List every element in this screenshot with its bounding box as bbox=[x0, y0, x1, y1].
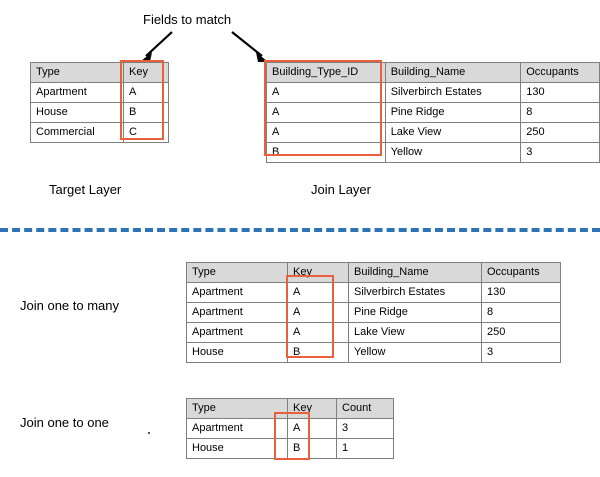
table-row bbox=[31, 123, 169, 143]
table-cell: Apartment bbox=[31, 83, 124, 103]
table-cell: 250 bbox=[521, 123, 600, 143]
table-cell: Commercial bbox=[31, 123, 124, 143]
column-header: Occupants bbox=[482, 263, 561, 283]
table-header-row bbox=[187, 263, 561, 283]
table-cell: Lake View bbox=[349, 323, 482, 343]
table-header-row bbox=[187, 399, 394, 419]
fields-to-match-label: Fields to match bbox=[143, 12, 232, 27]
table-cell: House bbox=[31, 103, 124, 123]
table-cell: B bbox=[288, 439, 337, 459]
table-cell: A bbox=[124, 83, 169, 103]
table-cell: House bbox=[187, 439, 288, 459]
table-cell: 3 bbox=[482, 343, 561, 363]
one-to-one-table-wrap bbox=[186, 398, 394, 459]
table-cell: Apartment bbox=[187, 283, 288, 303]
join-one-to-many-label: Join one to many bbox=[20, 298, 120, 313]
column-header: Building_Type_ID bbox=[267, 63, 386, 83]
column-header: Key bbox=[288, 399, 337, 419]
section-divider bbox=[0, 228, 600, 232]
table-cell: B bbox=[124, 103, 169, 123]
table-header-row bbox=[267, 63, 600, 83]
column-header: Count bbox=[337, 399, 394, 419]
join-one-to-one-label: Join one to one bbox=[20, 415, 109, 430]
target-layer-table-wrap bbox=[30, 62, 169, 143]
stray-dot bbox=[148, 432, 150, 434]
table-cell: Apartment bbox=[187, 419, 288, 439]
one-to-many-table bbox=[186, 262, 561, 363]
table-cell: A bbox=[267, 103, 386, 123]
table-row bbox=[267, 143, 600, 163]
table-cell: 130 bbox=[521, 83, 600, 103]
table-cell: Silverbirch Estates bbox=[385, 83, 521, 103]
one-to-one-table bbox=[186, 398, 394, 459]
table-row bbox=[187, 439, 394, 459]
table-cell: A bbox=[267, 83, 386, 103]
column-header: Type bbox=[187, 263, 288, 283]
table-cell: 3 bbox=[337, 419, 394, 439]
table-cell: 250 bbox=[482, 323, 561, 343]
column-header: Building_Name bbox=[349, 263, 482, 283]
table-cell: Apartment bbox=[187, 323, 288, 343]
table-cell: Yellow bbox=[385, 143, 521, 163]
table-row bbox=[187, 343, 561, 363]
table-row bbox=[31, 83, 169, 103]
table-header-row bbox=[31, 63, 169, 83]
join-layer-table bbox=[266, 62, 600, 163]
table-cell: 130 bbox=[482, 283, 561, 303]
table-cell: A bbox=[267, 123, 386, 143]
table-cell: B bbox=[288, 343, 349, 363]
table-row bbox=[267, 103, 600, 123]
one-to-many-table-wrap bbox=[186, 262, 561, 363]
target-layer-label: Target Layer bbox=[49, 182, 122, 197]
table-cell: A bbox=[288, 419, 337, 439]
table-cell: 8 bbox=[482, 303, 561, 323]
table-row bbox=[187, 419, 394, 439]
table-row bbox=[267, 83, 600, 103]
table-cell: A bbox=[288, 303, 349, 323]
table-cell: Yellow bbox=[349, 343, 482, 363]
table-row bbox=[187, 323, 561, 343]
column-header: Type bbox=[187, 399, 288, 419]
table-cell: Silverbirch Estates bbox=[349, 283, 482, 303]
table-cell: Pine Ridge bbox=[349, 303, 482, 323]
table-cell: 8 bbox=[521, 103, 600, 123]
target-layer-table bbox=[30, 62, 169, 143]
table-cell: Apartment bbox=[187, 303, 288, 323]
column-header: Occupants bbox=[521, 63, 600, 83]
column-header: Key bbox=[288, 263, 349, 283]
column-header: Type bbox=[31, 63, 124, 83]
join-layer-label: Join Layer bbox=[311, 182, 371, 197]
table-cell: Lake View bbox=[385, 123, 521, 143]
table-cell: A bbox=[288, 323, 349, 343]
table-row bbox=[187, 283, 561, 303]
join-layer-table-wrap bbox=[266, 62, 600, 163]
table-cell: C bbox=[124, 123, 169, 143]
column-header: Building_Name bbox=[385, 63, 521, 83]
table-cell: A bbox=[288, 283, 349, 303]
table-row bbox=[267, 123, 600, 143]
column-header: Key bbox=[124, 63, 169, 83]
table-cell: 3 bbox=[521, 143, 600, 163]
table-cell: House bbox=[187, 343, 288, 363]
table-row bbox=[187, 303, 561, 323]
table-cell: 1 bbox=[337, 439, 394, 459]
table-row bbox=[31, 103, 169, 123]
table-cell: B bbox=[267, 143, 386, 163]
table-cell: Pine Ridge bbox=[385, 103, 521, 123]
